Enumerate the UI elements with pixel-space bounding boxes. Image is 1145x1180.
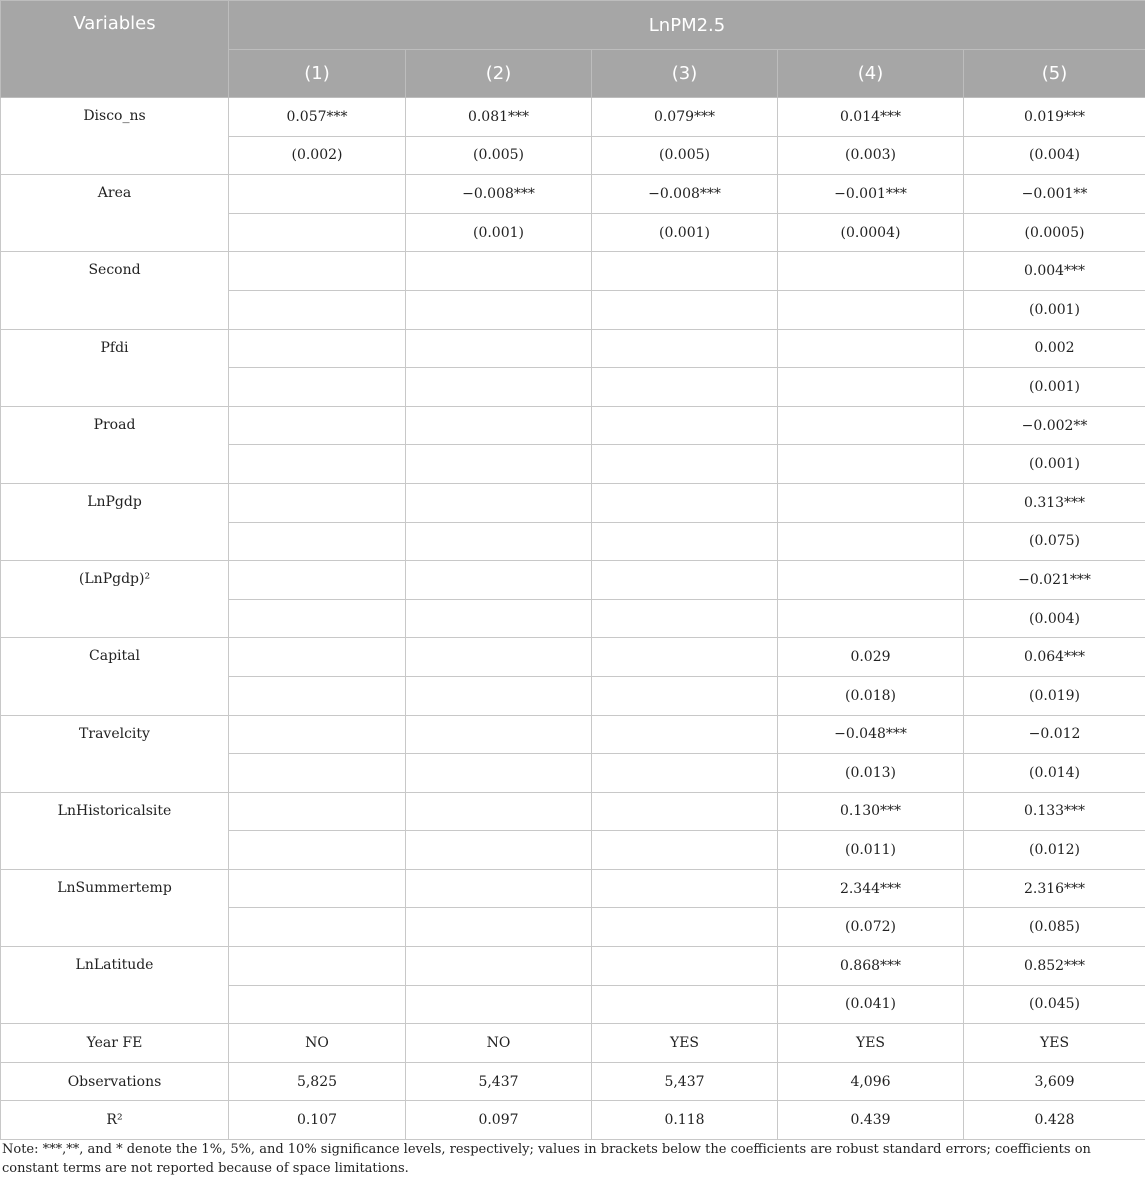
table-row (1, 98, 1145, 137)
table-row (1, 406, 1145, 445)
standard-error-cell (592, 368, 778, 407)
standard-error-cell (778, 522, 964, 561)
table-row (1, 329, 1145, 368)
standard-error-cell (229, 985, 406, 1024)
table-row (1, 1024, 1145, 1063)
standard-error-cell (406, 831, 592, 870)
standard-error-cell: (0.003) (778, 136, 964, 175)
coefficient-cell: −0.001*** (778, 175, 964, 214)
coefficient-cell: 0.133*** (964, 792, 1145, 831)
variable-name: LnHistoricalsite (1, 792, 229, 869)
variable-name: Travelcity (1, 715, 229, 792)
standard-error-cell (229, 368, 406, 407)
coefficient-cell: −0.021*** (964, 561, 1145, 600)
coefficient-cell: 0.313*** (964, 483, 1145, 522)
standard-error-cell: (0.018) (778, 676, 964, 715)
standard-error-cell (229, 445, 406, 484)
coefficient-cell (778, 252, 964, 291)
coefficient-cell (406, 329, 592, 368)
coefficient-cell: 0.868*** (778, 947, 964, 986)
coefficient-cell: 0.002 (964, 329, 1145, 368)
coefficient-cell: −0.001** (964, 175, 1145, 214)
coefficient-cell: −0.012 (964, 715, 1145, 754)
standard-error-cell: (0.075) (964, 522, 1145, 561)
standard-error-cell: (0.001) (964, 445, 1145, 484)
footer-value: YES (592, 1024, 778, 1063)
coefficient-cell (592, 869, 778, 908)
standard-error-cell (592, 908, 778, 947)
coefficient-cell (406, 406, 592, 445)
standard-error-cell (592, 985, 778, 1024)
table-note: Note: ***,**, and * denote the 1%, 5%, and 10% significance levels, respectively; values in brackets below the coefficients are robust standard errors; coefficients on constant terms are not reported because of space limitations. (2, 1142, 1091, 1176)
standard-error-cell: (0.005) (592, 136, 778, 175)
footer-value: NO (406, 1024, 592, 1063)
coefficient-cell: 0.130*** (778, 792, 964, 831)
table-body (1, 98, 1145, 1140)
table-row (1, 947, 1145, 986)
standard-error-cell: (0.085) (964, 908, 1145, 947)
table-row (1, 252, 1145, 291)
coefficient-cell: 0.029 (778, 638, 964, 677)
footer-label: R² (1, 1101, 229, 1140)
standard-error-cell (229, 599, 406, 638)
footer-value: 0.097 (406, 1101, 592, 1140)
standard-error-cell (406, 754, 592, 793)
standard-error-cell: (0.004) (964, 136, 1145, 175)
standard-error-cell (229, 831, 406, 870)
footer-value: 4,096 (778, 1062, 964, 1101)
variable-name: LnSummertemp (1, 869, 229, 946)
coefficient-cell (229, 175, 406, 214)
coefficient-cell (406, 561, 592, 600)
table-row (1, 561, 1145, 600)
standard-error-cell: (0.001) (592, 213, 778, 252)
standard-error-cell: (0.019) (964, 676, 1145, 715)
standard-error-cell: (0.0005) (964, 213, 1145, 252)
standard-error-cell (406, 522, 592, 561)
variables-header: Variables (1, 1, 229, 98)
table-row (1, 638, 1145, 677)
coefficient-cell: 0.064*** (964, 638, 1145, 677)
variable-name: (LnPgdp)² (1, 561, 229, 638)
footer-label: Observations (1, 1062, 229, 1101)
coefficient-cell (406, 947, 592, 986)
standard-error-cell (592, 445, 778, 484)
standard-error-cell: (0.005) (406, 136, 592, 175)
variable-name: Pfdi (1, 329, 229, 406)
coefficient-cell (778, 483, 964, 522)
table-row (1, 1062, 1145, 1101)
footer-value: 5,825 (229, 1062, 406, 1101)
table-row (1, 869, 1145, 908)
standard-error-cell: (0.072) (778, 908, 964, 947)
coefficient-cell: 0.014*** (778, 98, 964, 137)
table-row (1, 792, 1145, 831)
standard-error-cell (406, 368, 592, 407)
variable-name: Proad (1, 406, 229, 483)
standard-error-cell (229, 213, 406, 252)
standard-error-cell: (0.004) (964, 599, 1145, 638)
coefficient-cell (229, 715, 406, 754)
standard-error-cell (592, 522, 778, 561)
coefficient-cell (592, 561, 778, 600)
footer-value: 5,437 (406, 1062, 592, 1101)
coefficient-cell: 2.316*** (964, 869, 1145, 908)
coefficient-cell: −0.008*** (592, 175, 778, 214)
column-header: (1) (229, 50, 406, 98)
standard-error-cell: (0.014) (964, 754, 1145, 793)
standard-error-cell: (0.011) (778, 831, 964, 870)
coefficient-cell (592, 406, 778, 445)
coefficient-cell: 0.079*** (592, 98, 778, 137)
variable-name: Area (1, 175, 229, 252)
standard-error-cell (229, 676, 406, 715)
standard-error-cell: (0.012) (964, 831, 1145, 870)
coefficient-cell (229, 869, 406, 908)
coefficient-cell (592, 638, 778, 677)
coefficient-cell (592, 792, 778, 831)
footer-value: 5,437 (592, 1062, 778, 1101)
standard-error-cell (229, 908, 406, 947)
coefficient-cell (406, 792, 592, 831)
standard-error-cell: (0.001) (964, 290, 1145, 329)
footer-value: 0.107 (229, 1101, 406, 1140)
coefficient-cell: 2.344*** (778, 869, 964, 908)
coefficient-cell: −0.002** (964, 406, 1145, 445)
standard-error-cell (406, 445, 592, 484)
table-row (1, 175, 1145, 214)
coefficient-cell (592, 947, 778, 986)
footer-value: 0.439 (778, 1101, 964, 1140)
coefficient-cell: 0.004*** (964, 252, 1145, 291)
standard-error-cell: (0.041) (778, 985, 964, 1024)
standard-error-cell (229, 522, 406, 561)
footer-value: NO (229, 1024, 406, 1063)
column-header: (5) (964, 50, 1145, 98)
standard-error-cell (406, 599, 592, 638)
coefficient-cell: 0.019*** (964, 98, 1145, 137)
standard-error-cell (778, 290, 964, 329)
table-row (1, 715, 1145, 754)
coefficient-cell: 0.852*** (964, 947, 1145, 986)
standard-error-cell (592, 290, 778, 329)
coefficient-cell (406, 715, 592, 754)
coefficient-cell (229, 406, 406, 445)
standard-error-cell (406, 290, 592, 329)
coefficient-cell (406, 869, 592, 908)
standard-error-cell (592, 676, 778, 715)
footer-value: YES (778, 1024, 964, 1063)
coefficient-cell (592, 483, 778, 522)
coefficient-cell: 0.081*** (406, 98, 592, 137)
coefficient-cell (406, 252, 592, 291)
coefficient-cell (592, 252, 778, 291)
standard-error-cell: (0.013) (778, 754, 964, 793)
table-header (1, 1, 1145, 98)
footer-label: Year FE (1, 1024, 229, 1063)
standard-error-cell: (0.001) (964, 368, 1145, 407)
standard-error-cell: (0.001) (406, 213, 592, 252)
coefficient-cell (229, 792, 406, 831)
dependent-variable-header: LnPM2.5 (229, 1, 1145, 50)
table-row (1, 483, 1145, 522)
variable-name: Second (1, 252, 229, 329)
coefficient-cell (229, 638, 406, 677)
coefficient-cell (229, 252, 406, 291)
variable-name: LnLatitude (1, 947, 229, 1024)
column-header: (2) (406, 50, 592, 98)
coefficient-cell (406, 638, 592, 677)
standard-error-cell (592, 754, 778, 793)
variable-name: LnPgdp (1, 483, 229, 560)
coefficient-cell: −0.008*** (406, 175, 592, 214)
coefficient-cell (229, 947, 406, 986)
footer-value: 0.118 (592, 1101, 778, 1140)
coefficient-cell (592, 329, 778, 368)
coefficient-cell: −0.048*** (778, 715, 964, 754)
standard-error-cell (406, 985, 592, 1024)
coefficient-cell (229, 483, 406, 522)
standard-error-cell (778, 445, 964, 484)
standard-error-cell (229, 290, 406, 329)
standard-error-cell (229, 754, 406, 793)
standard-error-cell: (0.0004) (778, 213, 964, 252)
coefficient-cell (229, 329, 406, 368)
footer-value: 0.428 (964, 1101, 1145, 1140)
standard-error-cell: (0.002) (229, 136, 406, 175)
standard-error-cell: (0.045) (964, 985, 1145, 1024)
variable-name: Capital (1, 638, 229, 715)
standard-error-cell (406, 908, 592, 947)
column-header: (3) (592, 50, 778, 98)
coefficient-cell (592, 715, 778, 754)
standard-error-cell (592, 599, 778, 638)
coefficient-cell (778, 406, 964, 445)
footer-value: 3,609 (964, 1062, 1145, 1101)
coefficient-cell: 0.057*** (229, 98, 406, 137)
coefficient-cell (778, 561, 964, 600)
standard-error-cell (406, 676, 592, 715)
footer-value: YES (964, 1024, 1145, 1063)
coefficient-cell (229, 561, 406, 600)
coefficient-cell (406, 483, 592, 522)
standard-error-cell (778, 599, 964, 638)
standard-error-cell (778, 368, 964, 407)
table-row (1, 1101, 1145, 1140)
column-header: (4) (778, 50, 964, 98)
variable-name: Disco_ns (1, 98, 229, 175)
standard-error-cell (592, 831, 778, 870)
coefficient-cell (778, 329, 964, 368)
